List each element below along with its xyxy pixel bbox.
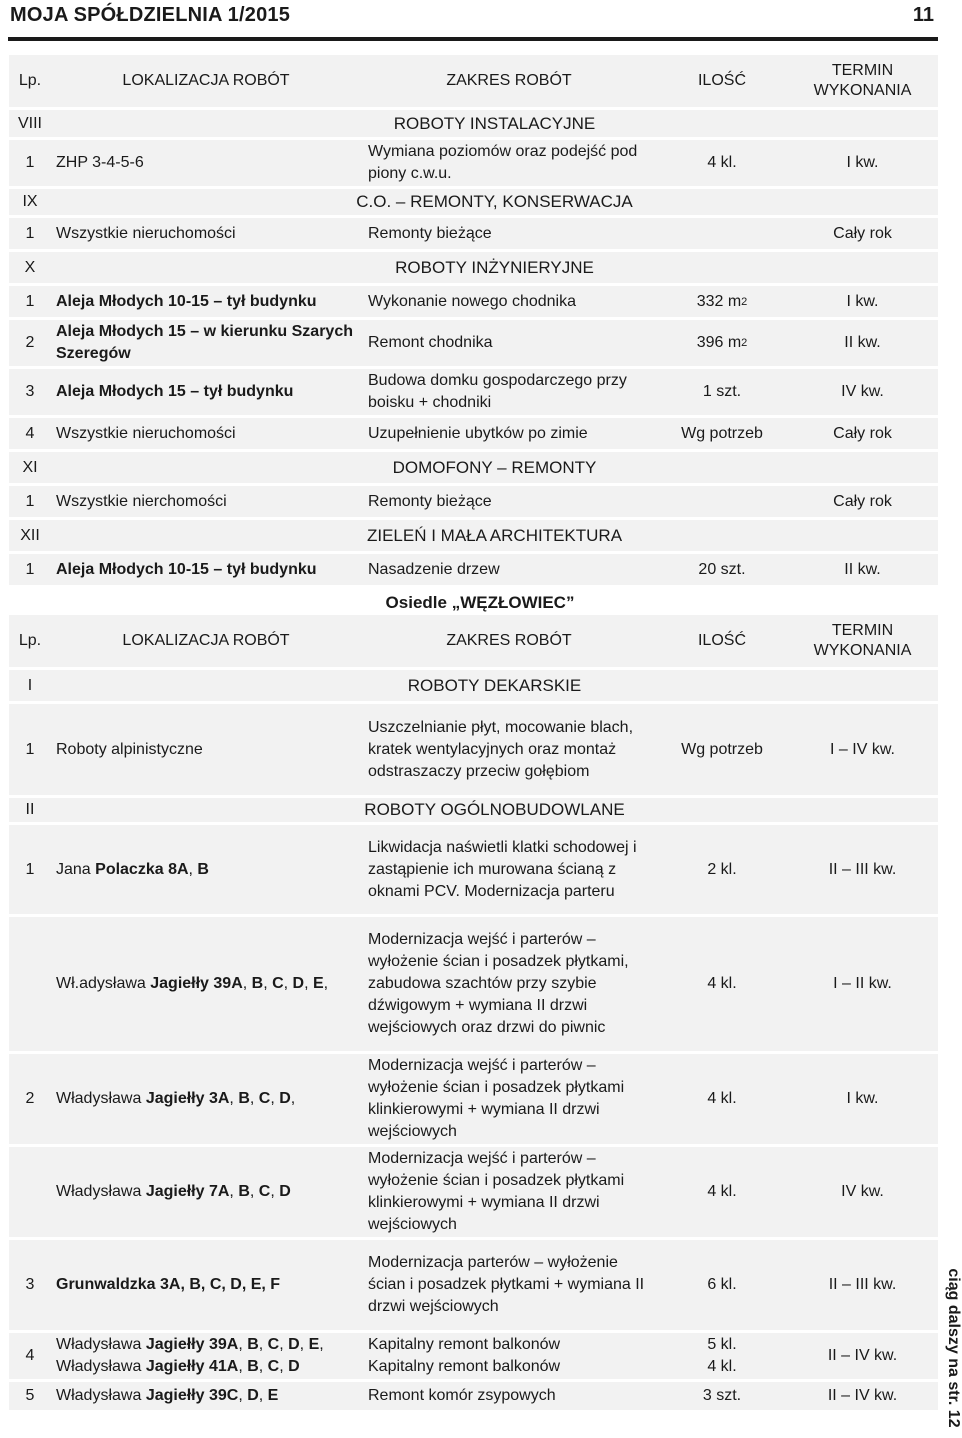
table-row: 1 Aleja Młodych 10-15 – tył budynku Nasadzenie drzew 20 szt. II kw. [9, 554, 938, 585]
col-ilosc: ILOŚĆ [657, 55, 787, 107]
table-row: Władysława Jagiełły 7A, B, C, D Modernizacja wejść i parterów – wyłożenie ścian i posadzek płytkami klinkierowymi + wymiana II drzwi wejściowych 4 kl. IV kw. [9, 1147, 938, 1237]
table-row: 5 Władysława Jagiełły 39C, D, E Remont komór zsypowych 3 szt. II – IV kw. [9, 1382, 938, 1410]
section-title: DOMOFONY – REMONTY [51, 452, 938, 483]
col-lp: Lp. [9, 615, 51, 667]
section-row: VIII ROBOTY INSTALACYJNE [9, 110, 938, 137]
section-title: ROBOTY OGÓLNOBUDOWLANE [51, 798, 938, 822]
col-termin: TERMIN WYKONANIA [787, 615, 938, 667]
table-header-row [9, 615, 938, 667]
table-row: 1 Jana Polaczka 8A, B Likwidacja naświetli klatki schodowej i zastąpienie ich murowana ścianą z oknami PCV. Modernizacja parteru 2 kl. II – III kw. [9, 825, 938, 914]
table-row: 3 Grunwaldzka 3A, B, C, D, E, F Modernizacja parterów – wyłożenie ścian i posadzek płytkami + wymiana II drzwi wejściowych 6 kl. II – III kw. [9, 1240, 938, 1330]
publication-title: MOJA SPÓŁDZIELNIA 1/2015 [10, 4, 291, 26]
col-zakres: ZAKRES ROBÓT [361, 55, 657, 107]
table-row: 1 Wszystkie nierchomości Remonty bieżące Cały rok [9, 486, 938, 517]
col-lokalizacja: LOKALIZACJA ROBÓT [51, 615, 361, 667]
table-row: 4 Wszystkie nieruchomości Uzupełnienie ubytków po zimie Wg potrzeb Cały rok [9, 418, 938, 449]
continued-note: ciąg dalszy na str. 12 [945, 1268, 962, 1428]
section-row: XI DOMOFONY – REMONTY [9, 452, 938, 483]
table-row: 4 Władysława Jagiełły 39A, B, C, D, E, Władysława Jagiełły 41A, B, C, D Kapitalny remont balkonów Kapitalny remont balkonów 5 kl. 4 kl. II – IV kw. [9, 1333, 938, 1379]
table-row: 2 Władysława Jagiełły 3A, B, C, D, Modernizacja wejść i parterów – wyłożenie ścian i posadzek płytkami klinkierowymi + wymiana II drzwi wejściowych 4 kl. I kw. [9, 1054, 938, 1144]
col-termin: TERMIN WYKONANIA [787, 55, 938, 107]
works-table-2 [9, 612, 938, 1413]
table-header-row [9, 55, 938, 107]
table-row: 2 Aleja Młodych 15 – w kierunku Szarych Szeregów Remont chodnika 396 $m^2$ II kw. [9, 320, 938, 366]
estate-heading: Osiedle „WĘZŁOWIEC” [385, 593, 575, 612]
table-row: Wł.adysława Jagiełły 39A, B, C, D, E, Modernizacja wejść i parterów – wyłożenie ścian i posadzek płytkami, zabudowa szachtów przy szybie dźwigowym + wymiana II drzwi wejściowych oraz drzwi do piwnic 4 kl. I – II kw. [9, 917, 938, 1051]
section-row: II ROBOTY OGÓLNOBUDOWLANE [9, 798, 938, 822]
section-row: I ROBOTY DEKARSKIE [9, 670, 938, 701]
section-row: X ROBOTY INŻYNIERYJNE [9, 252, 938, 283]
section-row: IX C.O. – REMONTY, KONSERWACJA [9, 189, 938, 215]
col-zakres: ZAKRES ROBÓT [361, 615, 657, 667]
table-row: 3 Aleja Młodych 15 – tył budynku Budowa domku gospodarczego przy boisku + chodniki 1 szt. IV kw. [9, 369, 938, 415]
col-lokalizacja: LOKALIZACJA ROBÓT [51, 55, 361, 107]
section-title: ROBOTY DEKARSKIE [51, 670, 938, 701]
page-header [8, 0, 952, 32]
works-table-1 [9, 52, 938, 588]
section-row: XII ZIELEŃ I MAŁA ARCHITEKTURA [9, 520, 938, 551]
header-rule [8, 37, 938, 41]
section-title: ROBOTY INSTALACYJNE [51, 110, 938, 137]
section-title: C.O. – REMONTY, KONSERWACJA [51, 189, 938, 215]
section-title: ZIELEŃ I MAŁA ARCHITEKTURA [51, 520, 938, 551]
table-row: 1 Wszystkie nieruchomości Remonty bieżące Cały rok [9, 218, 938, 249]
section-title: ROBOTY INŻYNIERYJNE [51, 252, 938, 283]
table-row: 1 Roboty alpinistyczne Uszczelnianie płyt, mocowanie blach, kratek wentylacyjnych oraz montaż odstraszaczy przeciw gołębiom Wg potrzeb I – IV kw. [9, 704, 938, 795]
col-ilosc: ILOŚĆ [657, 615, 787, 667]
page-number: 11 [912, 4, 934, 26]
table-row: 1 ZHP 3-4-5-6 Wymiana poziomów oraz podejść pod piony c.w.u. 4 kl. I kw. [9, 140, 938, 186]
col-lp: Lp. [9, 55, 51, 107]
table-row: 1 Aleja Młodych 10-15 – tył budynku Wykonanie nowego chodnika 332 $m^2$ I kw. [9, 286, 938, 317]
